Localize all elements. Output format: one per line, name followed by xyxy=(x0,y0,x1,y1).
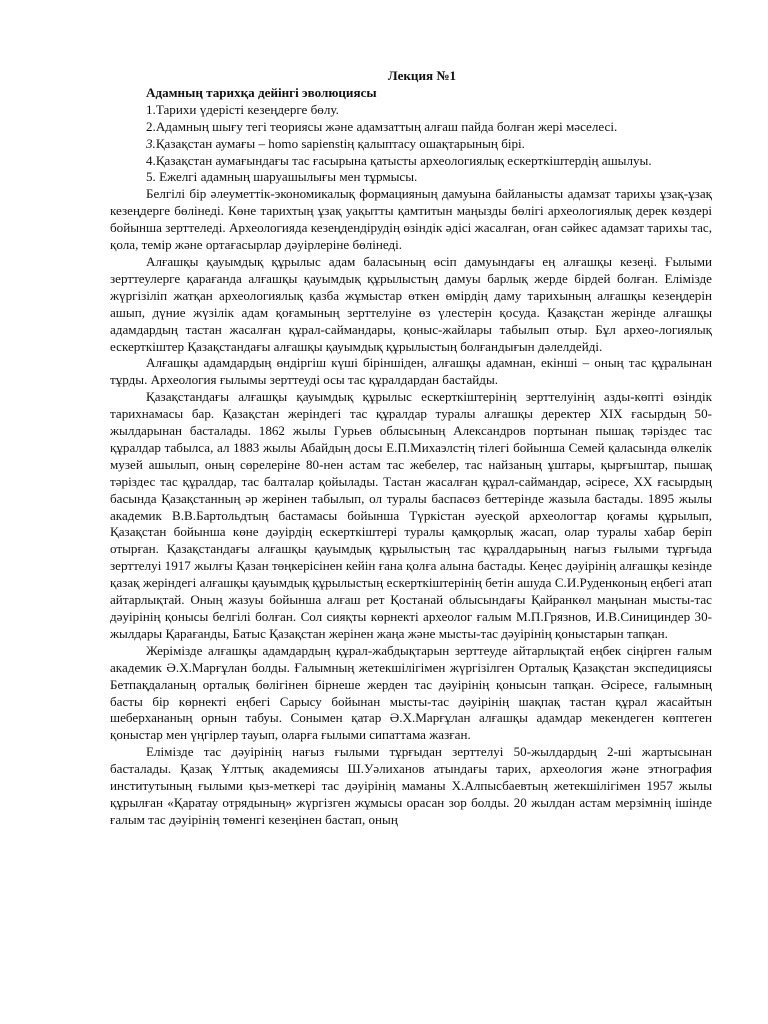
body-paragraph: Алғашқы қауымдық құрылыс адам баласының өсіп дамуындағы ең алғашқы кезеңі. Ғылыми зерттеулерге қарағанда алғашқы қауымдық құрылыстың дамуы барлық жерде бірдей болған. Елімізде жүргізіліп жатқан археологиялық қазба жұмыстар өткен өмірдің даму тарихының алғашқы кезеңдерін ашып, дүние жүзілік адам қоғамының зерттелуіне өз үлестерін қосуда. Қазақстан жерінде алғашқы адамдардың тастан жасалған құрал-саймандары, қоныс-жайлары табылып отыр. Бұл архео-логиялық ескерткіштер Қазақстандағы алғашқы қауымдық құрылыстың болғандығын дәлелдейді. xyxy=(110,253,712,354)
outline-item xyxy=(110,119,712,136)
outline-item xyxy=(110,153,712,170)
body-paragraph: Елімізде тас дәуірінің нағыз ғылыми тұрғыдан зерттелуі 50-жылдардың 2-ші жартысынан басталады. Қазақ Ұлттық академиясы Ш.Уәлиханов атындағы тарих, археология және этнография институтының ғылыми қыз-меткері тас дәуірінің маманы Х.Алпысбаевтың жетекшілігімен 1957 жылы құрылған «Қаратау отрядының» жүргізген жұмысы орасан зор болды. 20 жылдан астам мерзімнің ішінде ғалым тас дәуірінің төменгі кезеңінен бастап, оның xyxy=(110,744,712,827)
outline-item-number: 1. xyxy=(146,101,156,117)
outline-item-number: 4. xyxy=(146,152,156,168)
outline-item-number: 3. xyxy=(146,135,156,151)
outline-item-text: Қазақстан аумағындағы тас ғасырына қатысты археологиялық ескерткіштердің ашылуы. xyxy=(155,152,652,168)
outline-item-text: Қазақстан аумағы – homo sapienstің қалыптасу ошақтарының бірі. xyxy=(155,135,525,151)
outline-item-text: Тарихи үдерісті кезеңдерге бөлу. xyxy=(155,101,339,117)
lecture-body xyxy=(110,186,712,828)
lecture-subtitle: Адамның тарихқа дейінгі эволюциясы xyxy=(146,84,377,100)
outline-item-text: Ежелгі адамның шаруашылығы мен тұрмысы. xyxy=(159,169,418,185)
body-paragraph: Алғашқы адамдардың өндіргіш күші біріншіден, алғашқы адамнан, екінші – оның тас құралынан тұрды. Археология ғылымы зерттеуді осы тас құралдардан бастайды. xyxy=(110,355,712,388)
body-paragraph: Қазақстандағы алғашқы қауымдық құрылыс ескерткіштерінің зерттелуінің азды-көпті өзіндік тарихнамасы бар. Қазақстан жеріндегі тас құралдар туралы алғашқы деректер XIX ғасырдың 50-жылдарынан басталады. 1862 жылы Гурьев облысының Александров портынан пышақ тәріздес тас құралдар табылса, ал 1883 жылы Абайдың досы Е.П.Михаэлстің тілегі бойынша Семей қаласында өлкелік музей ашылып, оның сөрелеріне 80-нен астам тас жебелер, тас найзаның ұштары, қырғыштар, пышақ тәріздес тас құралдар, тас балталар қойылады. Тастан жасалған құрал-саймандар, әсіресе, XX ғасырдың басында Қазақстанның әр жерінен табылып, ол туралы баспасөз беттерінде жазыла бастады. 1895 жылы академик В.В.Бартольдтың бастамасы бойынша Түркістан әуесқой археологтар қоғамы құрылып, Қазақстан бойынша көне дәуірдің ескерткіштері туралы қамқорлық жасап, олар туралы хабар беріп отырған. Қазақстандағы алғашқы қауымдық құрылыстың тас құралдарының нағыз ғылыми тұрғыда зерттелуі 1917 жылғы Қазан төңкерісінен кейін ғана қолға алына бастады. Кеңес дәуірінің алғашқы кезінде қазақ жеріндегі алғашқы қауымдық құрылыстың ескерткіштерінің бетін ашуда С.И.Руденконың еңбегі атап айтарлықтай. Оның жазуы бойынша алғаш рет Қостанай облысындағы Қайранкөл маңынан мысты-тас дәуірінің қонысы белгілі болған. Сол сияқты көрнекті археолог ғалым М.П.Грязнов, И.В.Синициндер 30-жылдары Қарағанды, Батыс Қазақстан жерінен жаңа және мысты-тас дәуірінің қоныстарын тапқан. xyxy=(110,389,712,641)
outline-item xyxy=(110,136,712,153)
outline-item-number: 5. xyxy=(146,169,160,185)
outline-item xyxy=(110,169,712,186)
outline-item-text: Адамның шығу тегі теориясы және адамзаттың алғаш пайда болған жері мәселесі. xyxy=(155,118,618,134)
outline-item xyxy=(110,102,712,119)
outline-list xyxy=(110,102,712,187)
lecture-title: Лекция №1 xyxy=(387,68,457,83)
body-paragraph: Жерімізде алғашқы адамдардың құрал-жабдықтарын зерттеуде айтарлықтай еңбек сіңірген ғалым академик Ә.Х.Марғұлан болды. Ғалымның жетекшілігімен жүргізілген Орталық Қазақстан экспедициясы Бетпақдаланың орталық бөлігінен бірнеше жерден тас дәуірінің қонысын тапқан. Әсіресе, ғалымның басты бір көрнекті еңбегі Сарысу бойынан мысты-тас дәуірінің шақпақ тастан құрал жасайтын шеберхананың орнын табуы. Сонымен қатар Ә.Х.Марғұлан алғашқы адамдар мекендеген көптеген қоныстар мен үңгірлер тауып, оларға ғылыми сипаттама жазған. xyxy=(110,642,712,743)
outline-item-number: 2. xyxy=(146,118,156,134)
body-paragraph: Белгілі бір әлеуметтік-экономикалық формацияның дамуына байланысты адамзат тарихы ұзақ-ұзақ кезеңдерге бөлінеді. Көне тарихтың ұзақ уақытты қамтитын маңызды бөлігі археологиялық дерек көздері бойынша зерттеледі. Археологияда кезеңдендірудің өзіндік әдісі жасалған, оған сәйкес адамзат тарихы тас, қола, темір және ортағасырлар дәуірлеріне бөлінеді. xyxy=(110,186,712,253)
